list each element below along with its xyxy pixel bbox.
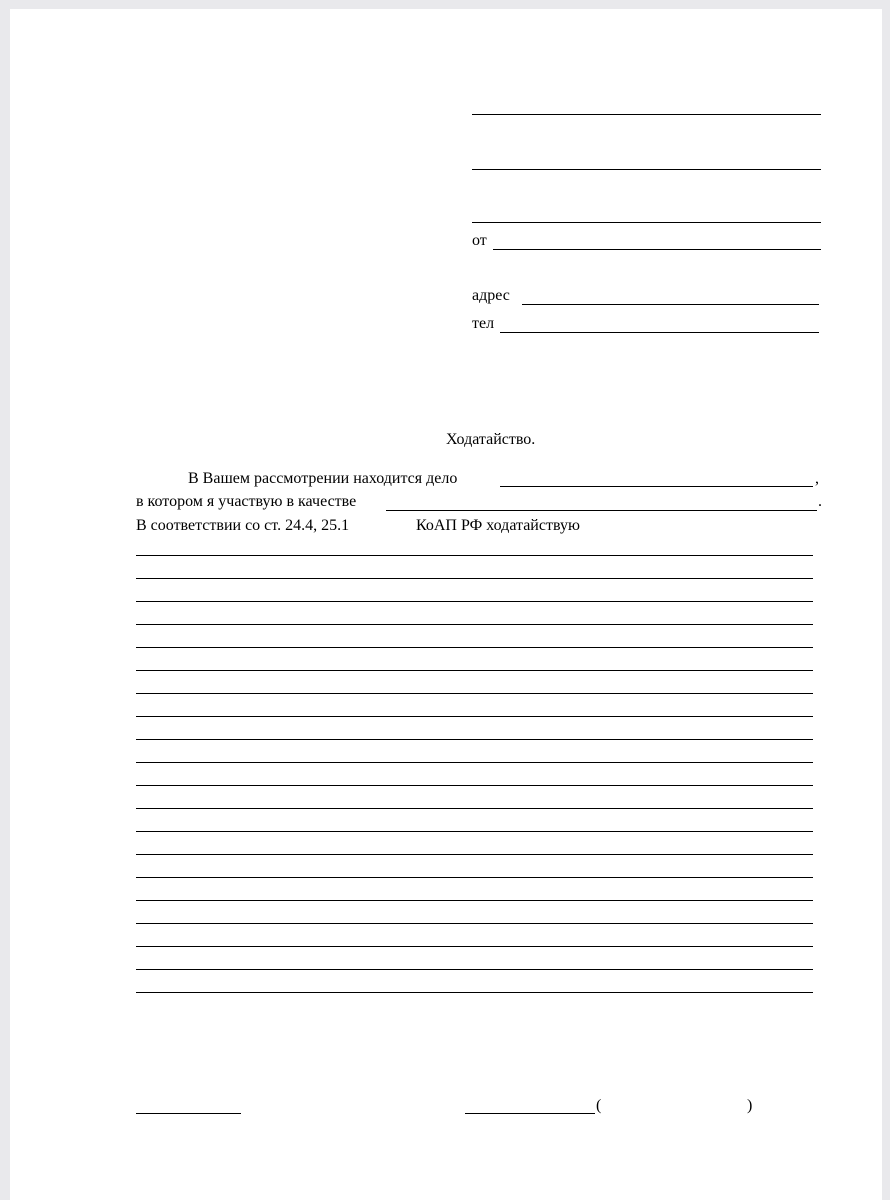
petition-line[interactable]: [136, 808, 813, 809]
petition-line[interactable]: [136, 601, 813, 602]
document-page: [10, 9, 882, 1200]
addressee-line-3[interactable]: [472, 222, 821, 223]
petition-line[interactable]: [136, 877, 813, 878]
signature-close-paren: ): [747, 1097, 753, 1114]
petition-line[interactable]: [136, 946, 813, 947]
body-line-2-text: в котором я участвую в качестве: [136, 493, 357, 510]
petition-line[interactable]: [136, 900, 813, 901]
signature-open-paren: (: [596, 1097, 602, 1114]
petition-line[interactable]: [136, 762, 813, 763]
petition-line[interactable]: [136, 693, 813, 694]
date-field-line[interactable]: [136, 1113, 241, 1114]
petition-line[interactable]: [136, 555, 813, 556]
petition-line[interactable]: [136, 854, 813, 855]
body-line-3-code: КоАП РФ ходатайствую: [416, 517, 580, 534]
petition-line[interactable]: [136, 992, 813, 993]
phone-label: тел: [472, 315, 495, 332]
from-field-line[interactable]: [493, 249, 821, 250]
petition-line[interactable]: [136, 647, 813, 648]
body-line-1-comma: ,: [815, 470, 819, 487]
petition-line[interactable]: [136, 578, 813, 579]
case-field-line[interactable]: [500, 486, 813, 487]
body-line-1-text: В Вашем рассмотрении находится дело: [188, 470, 458, 487]
petition-line[interactable]: [136, 785, 813, 786]
petition-line[interactable]: [136, 831, 813, 832]
role-field-line[interactable]: [386, 510, 817, 511]
petition-line[interactable]: [136, 670, 813, 671]
address-field-line[interactable]: [522, 304, 819, 305]
phone-field-line[interactable]: [500, 332, 819, 333]
document-title: Ходатайство.: [446, 431, 536, 448]
petition-line[interactable]: [136, 716, 813, 717]
addressee-line-1[interactable]: [472, 114, 821, 115]
from-label: от: [472, 232, 487, 249]
addressee-line-2[interactable]: [472, 169, 821, 170]
petition-line[interactable]: [136, 624, 813, 625]
petition-line[interactable]: [136, 969, 813, 970]
petition-line[interactable]: [136, 923, 813, 924]
body-line-2-period: .: [818, 493, 822, 510]
body-line-3-articles: В соответствии со ст. 24.4, 25.1: [136, 517, 350, 534]
address-label: адрес: [472, 287, 510, 304]
petition-line[interactable]: [136, 739, 813, 740]
signature-field-line[interactable]: [465, 1113, 595, 1114]
